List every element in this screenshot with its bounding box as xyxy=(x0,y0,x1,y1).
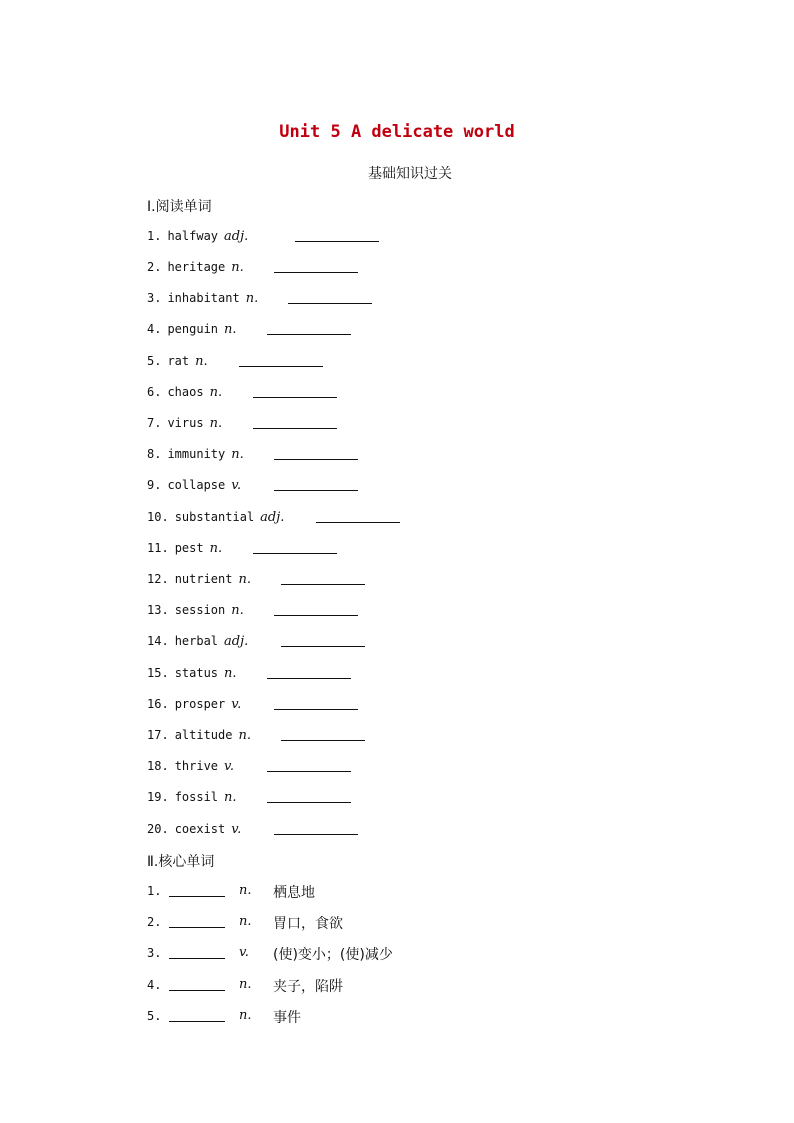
reading-word-item xyxy=(147,415,467,435)
answer-blank[interactable] xyxy=(274,272,358,273)
page-title: Unit 5 A delicate world xyxy=(279,122,515,142)
item-number: 19. xyxy=(147,790,169,804)
answer-blank[interactable] xyxy=(274,459,358,460)
part-of-speech: v. xyxy=(224,759,234,774)
reading-word-item xyxy=(147,353,467,373)
english-word: fossil xyxy=(174,790,219,804)
part-of-speech: n. xyxy=(231,603,244,618)
answer-blank[interactable] xyxy=(274,490,358,491)
reading-word-item xyxy=(147,259,467,279)
part-of-speech: adj. xyxy=(224,229,249,244)
item-number: 16. xyxy=(147,697,169,711)
item-number: 4. xyxy=(147,322,162,336)
answer-blank[interactable] xyxy=(169,990,225,991)
chinese-meaning: 事件 xyxy=(273,1010,301,1026)
item-number: 2. xyxy=(147,915,162,929)
english-word: status xyxy=(174,666,219,680)
part-of-speech: n. xyxy=(195,354,208,369)
chinese-meaning: (使)变小；(使)减少 xyxy=(273,947,393,963)
answer-blank[interactable] xyxy=(169,927,225,928)
answer-blank[interactable] xyxy=(281,646,365,647)
answer-blank[interactable] xyxy=(267,678,351,679)
english-word: inhabitant xyxy=(167,291,240,305)
answer-blank[interactable] xyxy=(169,958,225,959)
english-word: coexist xyxy=(174,822,226,836)
english-word: substantial xyxy=(174,510,255,524)
part-of-speech: n. xyxy=(238,572,251,587)
answer-blank[interactable] xyxy=(281,584,365,585)
part-of-speech: n. xyxy=(209,541,223,556)
reading-word-item xyxy=(147,665,467,685)
item-number: 17. xyxy=(147,728,169,742)
item-number: 13. xyxy=(147,603,169,617)
english-word: prosper xyxy=(174,697,226,711)
core-word-item xyxy=(147,1008,447,1028)
part-of-speech: n. xyxy=(209,385,223,400)
core-word-item xyxy=(147,883,447,903)
reading-word-item xyxy=(147,321,467,341)
english-word: halfway xyxy=(167,229,219,243)
part-of-speech: n. xyxy=(209,416,223,431)
part-of-speech: n. xyxy=(224,322,237,337)
reading-word-item xyxy=(147,384,467,404)
english-word: virus xyxy=(167,416,204,430)
part-of-speech: adj. xyxy=(224,634,249,649)
chinese-meaning: 栖息地 xyxy=(273,885,315,901)
part-of-speech: v. xyxy=(231,697,242,712)
item-number: 8. xyxy=(147,447,162,461)
chinese-meaning: 夹子，陷阱 xyxy=(273,979,343,995)
item-number: 6. xyxy=(147,385,162,399)
answer-blank[interactable] xyxy=(253,397,337,398)
item-number: 7. xyxy=(147,416,162,430)
english-word: rat xyxy=(167,354,190,368)
part-of-speech: n. xyxy=(238,728,251,743)
part-of-speech: n. xyxy=(239,1008,252,1023)
english-word: nutrient xyxy=(174,572,233,586)
item-number: 1. xyxy=(147,229,162,243)
item-number: 20. xyxy=(147,822,169,836)
section-subtitle: 基础知识过关 xyxy=(368,166,452,182)
answer-blank[interactable] xyxy=(267,802,351,803)
english-word: pest xyxy=(174,541,204,555)
part-of-speech: n. xyxy=(224,790,237,805)
part-of-speech: n. xyxy=(239,914,252,929)
item-number: 3. xyxy=(147,946,162,960)
english-word: collapse xyxy=(167,478,226,492)
item-number: 12. xyxy=(147,572,169,586)
core-word-item xyxy=(147,914,447,934)
item-number: 9. xyxy=(147,478,162,492)
reading-word-item xyxy=(147,290,467,310)
english-word: penguin xyxy=(167,322,219,336)
english-word: altitude xyxy=(174,728,233,742)
core-word-item xyxy=(147,977,447,997)
reading-word-item xyxy=(147,758,467,778)
answer-blank[interactable] xyxy=(274,709,358,710)
reading-word-item xyxy=(147,540,467,560)
reading-word-item xyxy=(147,446,467,466)
answer-blank[interactable] xyxy=(295,241,379,242)
item-number: 5. xyxy=(147,1009,162,1023)
answer-blank[interactable] xyxy=(169,1021,225,1022)
part-of-speech: n. xyxy=(239,883,252,898)
answer-blank[interactable] xyxy=(253,553,337,554)
english-word: immunity xyxy=(167,447,226,461)
part-of-speech: adj. xyxy=(260,510,285,525)
reading-word-item xyxy=(147,821,467,841)
item-number: 15. xyxy=(147,666,169,680)
item-number: 4. xyxy=(147,978,162,992)
part-of-speech: v. xyxy=(231,822,242,837)
item-number: 10. xyxy=(147,510,169,524)
answer-blank[interactable] xyxy=(316,522,400,523)
item-number: 18. xyxy=(147,759,169,773)
reading-word-item xyxy=(147,571,467,591)
answer-blank[interactable] xyxy=(169,896,225,897)
reading-word-item xyxy=(147,696,467,716)
part-of-speech: v. xyxy=(231,478,242,493)
answer-blank[interactable] xyxy=(288,303,372,304)
reading-word-item xyxy=(147,509,467,529)
answer-blank[interactable] xyxy=(267,771,351,772)
reading-word-item xyxy=(147,228,467,248)
answer-blank[interactable] xyxy=(267,334,351,335)
part-of-speech: v. xyxy=(239,945,249,960)
answer-blank[interactable] xyxy=(274,834,358,835)
english-word: chaos xyxy=(167,385,204,399)
reading-word-item xyxy=(147,633,467,653)
item-number: 3. xyxy=(147,291,162,305)
item-number: 5. xyxy=(147,354,162,368)
section1-heading: Ⅰ.阅读单词 xyxy=(147,199,212,215)
reading-word-item xyxy=(147,789,467,809)
item-number: 14. xyxy=(147,634,169,648)
answer-blank[interactable] xyxy=(274,615,358,616)
part-of-speech: n. xyxy=(245,291,259,306)
item-number: 1. xyxy=(147,884,162,898)
english-word: herbal xyxy=(174,634,219,648)
chinese-meaning: 胃口，食欲 xyxy=(273,916,343,932)
answer-blank[interactable] xyxy=(239,366,323,367)
item-number: 2. xyxy=(147,260,162,274)
core-word-item xyxy=(147,945,447,965)
part-of-speech: n. xyxy=(231,447,244,462)
answer-blank[interactable] xyxy=(281,740,365,741)
part-of-speech: n. xyxy=(239,977,252,992)
part-of-speech: n. xyxy=(231,260,244,275)
reading-word-item xyxy=(147,477,467,497)
reading-word-item xyxy=(147,602,467,622)
reading-word-item xyxy=(147,727,467,747)
item-number: 11. xyxy=(147,541,169,555)
answer-blank[interactable] xyxy=(253,428,337,429)
part-of-speech: n. xyxy=(224,666,237,681)
section2-heading: Ⅱ.核心单词 xyxy=(147,854,215,870)
english-word: session xyxy=(174,603,226,617)
english-word: thrive xyxy=(174,759,219,773)
english-word: heritage xyxy=(167,260,226,274)
